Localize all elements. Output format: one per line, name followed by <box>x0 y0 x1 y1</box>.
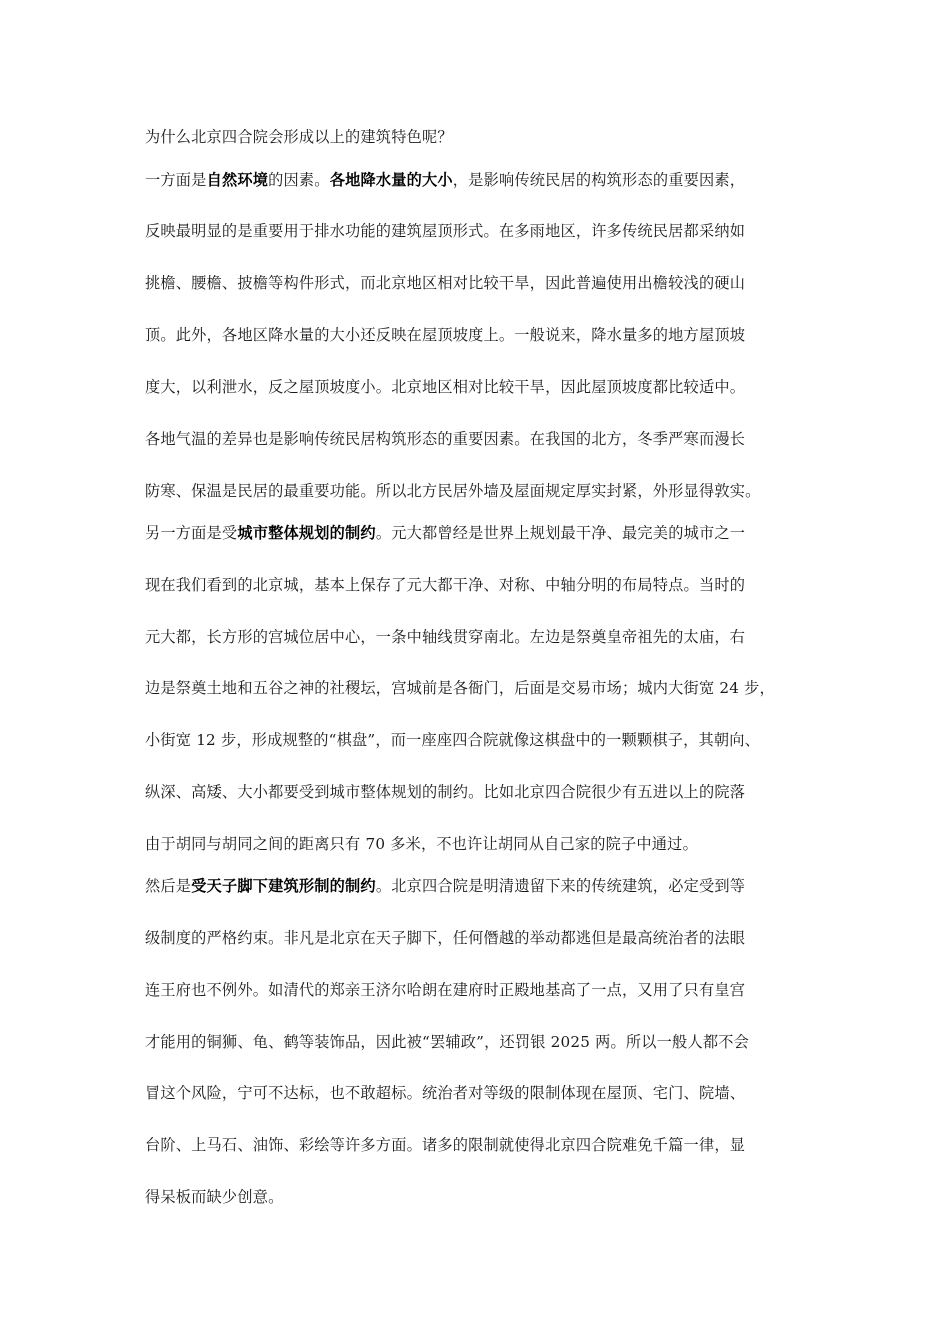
paragraph-1-line-3: 挑檐、腰檐、披檐等构件形式，而北京地区相对比较干旱，因此普遍使用出檐较浅的硬山 <box>145 274 746 292</box>
question-line <box>145 127 825 147</box>
text-run: 。北京四合院是明清遗留下来的传统建筑，必定受到等 <box>375 877 746 895</box>
text-run: 的因素。 <box>268 171 330 189</box>
paragraph-3-line-3: 元大都，长方形的宫城位居中心，一条中轴线贯穿南北。左边是祭奠皇帝祖先的太庙，右 <box>145 628 746 646</box>
bold-phrase-natural-environment: 自然环境 <box>206 171 269 189</box>
paragraph-4-line-7: 得呆板而缺少创意。 <box>145 1188 284 1206</box>
paragraph-4-line-4: 才能用的铜狮、龟、鹤等装饰品，因此被“罢辅政”，还罚银 2025 两。所以一般人都不会 <box>145 1033 749 1051</box>
bold-phrase-imperial-rules: 受天子脚下建筑形制的制约 <box>191 877 376 895</box>
paragraph-2-line-2: 防寒、保温是民居的最重要功能。所以北方民居外墙及屋面规定厚实封紧，外形显得敦实。 <box>145 482 761 500</box>
paragraph-1-line-4: 顶。此外，各地区降水量的大小还反映在屋顶坡度上。一般说来，降水量多的地方屋顶坡 <box>145 326 746 344</box>
text-run: 另一方面是受 <box>145 524 238 542</box>
bold-phrase-city-planning: 城市整体规划的制约 <box>237 524 376 542</box>
paragraph-1-line-2: 反映最明显的是重要用于排水功能的建筑屋顶形式。在多雨地区，许多传统民居都采纳如 <box>145 222 746 240</box>
paragraph-3-line-4: 边是祭奠土地和五谷之神的社稷坛，宫城前是各衙门，后面是交易市场；城内大街宽 24 步， <box>145 679 775 697</box>
text-run: 一方面是 <box>145 171 207 189</box>
paragraph-2-line-1: 各地气温的差异也是影响传统民居构筑形态的重要因素。在我国的北方，冬季严寒而漫长 <box>145 430 746 448</box>
paragraph-4-line-1 <box>145 876 825 896</box>
paragraph-4-line-3: 连王府也不例外。如清代的郑亲王济尔哈朗在建府时正殿地基高了一点，又用了只有皇宫 <box>145 981 746 999</box>
bold-phrase-rainfall: 各地降水量的大小 <box>329 171 453 189</box>
paragraph-1-line-1 <box>145 170 825 190</box>
paragraph-3-line-1 <box>145 523 825 543</box>
text-run: ，是影响传统民居的构筑形态的重要因素， <box>452 171 746 189</box>
paragraph-4-line-6: 台阶、上马石、油饰、彩绘等许多方面。诸多的限制就使得北京四合院难免千篇一律，显 <box>145 1136 746 1154</box>
paragraph-4-line-5: 冒这个风险，宁可不达标，也不敢超标。统治者对等级的限制体现在屋顶、宅门、院墙、 <box>145 1084 746 1102</box>
paragraph-3-line-2: 现在我们看到的北京城，基本上保存了元大都干净、对称、中轴分明的布局特点。当时的 <box>145 576 746 594</box>
paragraph-3-line-6: 纵深、高矮、大小都要受到城市整体规划的制约。比如北京四合院很少有五进以上的院落 <box>145 783 746 801</box>
paragraph-1-line-5: 度大，以利泄水，反之屋顶坡度小。北京地区相对比较干旱，因此屋顶坡度都比较适中。 <box>145 378 746 396</box>
question-text: 为什么北京四合院会形成以上的建筑特色呢？ <box>145 128 453 146</box>
paragraph-3-line-5: 小街宽 12 步，形成规整的“棋盘”，而一座座四合院就像这棋盘中的一颗颗棋子，其朝向、 <box>145 731 761 749</box>
text-run: 。元大都曾经是世界上规划最干净、最完美的城市之一 <box>375 524 746 542</box>
text-run: 然后是 <box>145 877 192 895</box>
paragraph-4-line-2: 级制度的严格约束。非凡是北京在天子脚下，任何僭越的举动都逃但是最高统治者的法眼 <box>145 929 746 947</box>
paragraph-3-line-7: 由于胡同与胡同之间的距离只有 70 多米，不也许让胡同从自己家的院子中通过。 <box>145 835 698 853</box>
